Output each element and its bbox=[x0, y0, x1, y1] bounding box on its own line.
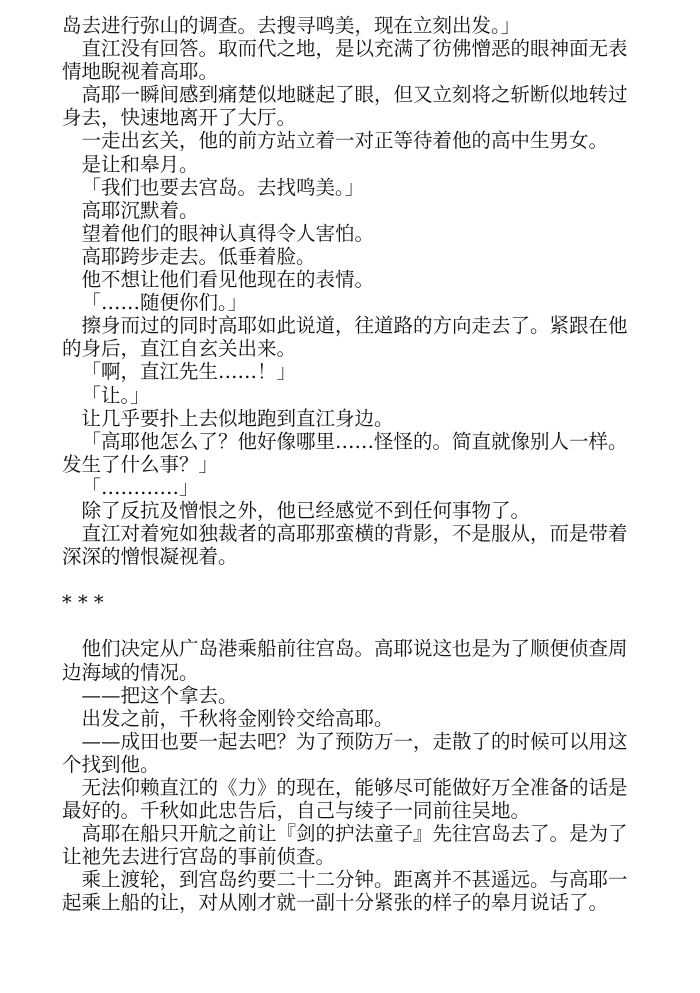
paragraph: 岛去进行弥山的调查。去搜寻鸣美，现在立刻出发。」 bbox=[62, 14, 521, 37]
paragraph: 乘上渡轮，到宫岛约要二十二分钟。距离并不甚遥远。与高耶一起乘上船的让，对从刚才就一副十分紧张的样子的皋月说话了。 bbox=[62, 868, 628, 915]
paragraph: 擦身而过的同时高耶如此说道，往道路的方向走去了。紧跟在他的身后，直江自玄关出来。 bbox=[62, 314, 628, 361]
text-section-1 bbox=[62, 14, 642, 568]
spacer bbox=[62, 614, 642, 637]
paragraph: 直江对着宛如独裁者的高耶那蛮横的背影，不是服从，而是带着深深的憎恨凝视着。 bbox=[62, 522, 628, 569]
paragraph: 除了反抗及憎恨之外，他已经感觉不到任何事物了。 bbox=[81, 498, 531, 522]
spacer bbox=[62, 568, 642, 591]
document-page bbox=[62, 14, 642, 915]
paragraph: 让几乎要扑上去似地跑到直江身边。 bbox=[81, 406, 394, 430]
paragraph: 出发之前，千秋将金刚铃交给高耶。 bbox=[81, 706, 394, 730]
paragraph: 高耶在船只开航之前让『剑的护法童子』先往宫岛去了。是为了让祂先去进行宫岛的事前侦查。 bbox=[62, 822, 628, 869]
paragraph: 「…………」 bbox=[81, 475, 199, 499]
text-section-2 bbox=[62, 637, 642, 914]
section-separator: * * * bbox=[62, 591, 104, 615]
paragraph: 望着他们的眼神认真得令人害怕。 bbox=[81, 221, 375, 245]
paragraph: 「啊，直江先生……！」 bbox=[81, 360, 297, 384]
paragraph: 他们决定从广岛港乘船前往宫岛。高耶说这也是为了顺便侦查周边海域的情况。 bbox=[62, 637, 628, 684]
paragraph: 「高耶他怎么了？他好像哪里……怪怪的。简直就像别人一样。发生了什么事？」 bbox=[62, 429, 628, 476]
paragraph: 「……随便你们。」 bbox=[81, 291, 248, 315]
paragraph: 「让。」 bbox=[81, 383, 150, 407]
paragraph: 无法仰赖直江的《力》的现在，能够尽可能做好万全准备的话是最好的。千秋如此忠告后，自己与绫子一同前往吴地。 bbox=[62, 776, 628, 823]
paragraph: 高耶跨步走去。低垂着脸。 bbox=[81, 244, 316, 268]
paragraph: 高耶一瞬间感到痛楚似地瞇起了眼，但又立刻将之斩断似地转过身去，快速地离开了大厅。 bbox=[62, 83, 628, 130]
paragraph: ——成田也要一起去吧？为了预防万一，走散了的时候可以用这个找到他。 bbox=[62, 729, 628, 776]
paragraph: 高耶沉默着。 bbox=[81, 198, 199, 222]
paragraph: 他不想让他们看见他现在的表情。 bbox=[81, 268, 375, 292]
paragraph: 直江没有回答。取而代之地，是以充满了彷佛憎恶的眼神面无表情地睨视着高耶。 bbox=[62, 37, 628, 84]
paragraph: ——把这个拿去。 bbox=[81, 683, 238, 707]
paragraph: 「我们也要去宫岛。去找鸣美。」 bbox=[81, 175, 365, 199]
paragraph: 是让和皋月。 bbox=[81, 152, 199, 176]
paragraph: 一走出玄关，他的前方站立着一对正等待着他的高中生男女。 bbox=[81, 129, 609, 153]
